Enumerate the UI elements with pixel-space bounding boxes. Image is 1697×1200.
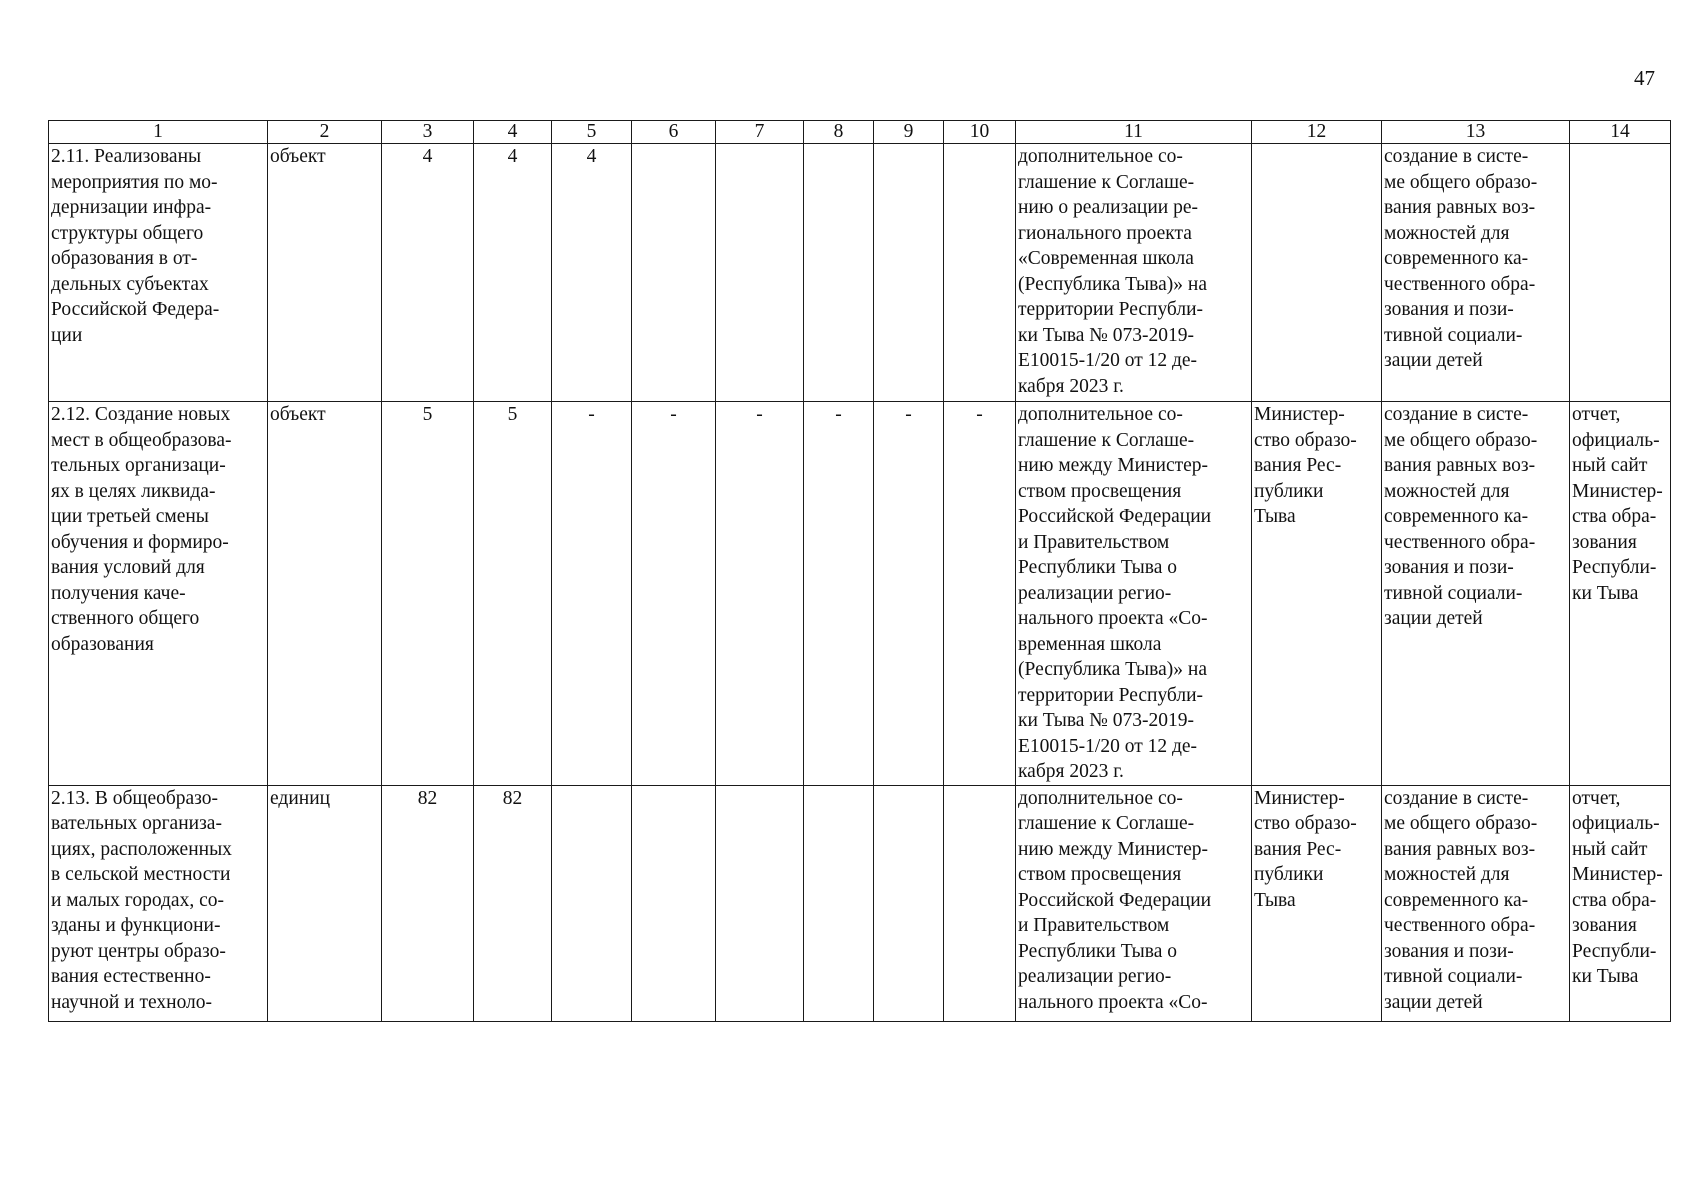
- table-row: [49, 785, 1671, 1021]
- value-cell: [874, 785, 944, 1021]
- value-cell: [944, 144, 1016, 402]
- table-row: [49, 144, 1671, 402]
- value-cell: -: [632, 402, 716, 786]
- table-row: [49, 402, 1671, 786]
- document-table: [48, 120, 1671, 1022]
- value-cell: -: [552, 402, 632, 786]
- value-cell: 82: [382, 785, 474, 1021]
- value-cell: -: [874, 402, 944, 786]
- source-cell: [1570, 144, 1671, 402]
- value-cell: 5: [382, 402, 474, 786]
- column-header: 2: [268, 121, 382, 144]
- unit-cell: объект: [268, 144, 382, 402]
- column-header: 14: [1570, 121, 1671, 144]
- value-cell: [716, 144, 804, 402]
- result-cell: создание в систе- ме общего образо- вания равных воз- можностей для современного ка- чественного обра- зования и пози- тивной социали- зации детей: [1382, 785, 1570, 1021]
- value-cell: 4: [474, 144, 552, 402]
- column-header: 12: [1252, 121, 1382, 144]
- unit-cell: объект: [268, 402, 382, 786]
- column-header: 5: [552, 121, 632, 144]
- page-number: 47: [1634, 66, 1655, 90]
- value-cell: 5: [474, 402, 552, 786]
- value-cell: 4: [382, 144, 474, 402]
- value-cell: [552, 785, 632, 1021]
- source-cell: отчет, официаль- ный сайт Министер- ства обра- зования Республи- ки Тыва: [1570, 785, 1671, 1021]
- agreement-cell: дополнительное со- глашение к Соглаше- нию о реализации ре- гионального проекта «Современная школа (Республика Тыва)» на территории Республи- ки Тыва № 073-2019- Е10015-1/20 от 12 де- кабря 2023 г.: [1016, 144, 1252, 402]
- column-header: 1: [49, 121, 268, 144]
- value-cell: -: [944, 402, 1016, 786]
- value-cell: [804, 785, 874, 1021]
- column-header: 4: [474, 121, 552, 144]
- value-cell: -: [804, 402, 874, 786]
- responsible-cell: Министер- ство образо- вания Рес- публики Тыва: [1252, 402, 1382, 786]
- table-header-row: [49, 121, 1671, 144]
- value-cell: 4: [552, 144, 632, 402]
- agreement-cell: дополнительное со- глашение к Соглаше- нию между Министер- ством просвещения Российской Федерации и Правительством Республики Тыва о реализации регио- нального проекта «Со-: [1016, 785, 1252, 1021]
- responsible-cell: Министер- ство образо- вания Рес- публики Тыва: [1252, 785, 1382, 1021]
- value-cell: [944, 785, 1016, 1021]
- source-cell: отчет, официаль- ный сайт Министер- ства обра- зования Республи- ки Тыва: [1570, 402, 1671, 786]
- unit-cell: единиц: [268, 785, 382, 1021]
- result-cell: создание в систе- ме общего образо- вания равных воз- можностей для современного ка- чественного обра- зования и пози- тивной социали- зации детей: [1382, 402, 1570, 786]
- agreement-cell: дополнительное со- глашение к Соглаше- нию между Министер- ством просвещения Российской Федерации и Правительством Республики Тыва о реализации регио- нального проекта «Со- временная школа (Республика Тыва)» на территории Республи- ки Тыва № 073-2019- Е10015-1/20 от 12 де- кабря 2023 г.: [1016, 402, 1252, 786]
- value-cell: [632, 144, 716, 402]
- column-header: 7: [716, 121, 804, 144]
- column-header: 3: [382, 121, 474, 144]
- indicator-name-cell: 2.13. В общеобразо- вательных организа- циях, расположенных в сельской местности и малых городах, со- зданы и функциони- руют центры образо- вания естественно- научной и техноло-: [49, 785, 268, 1021]
- column-header: 13: [1382, 121, 1570, 144]
- column-header: 10: [944, 121, 1016, 144]
- value-cell: [716, 785, 804, 1021]
- indicator-name-cell: 2.12. Создание новых мест в общеобразова- тельных организаци- ях в целях ликвида- ции третьей смены обучения и формиро- вания условий для получения каче- ственного общего образования: [49, 402, 268, 786]
- column-header: 6: [632, 121, 716, 144]
- column-header: 8: [804, 121, 874, 144]
- value-cell: -: [716, 402, 804, 786]
- value-cell: [804, 144, 874, 402]
- column-header: 9: [874, 121, 944, 144]
- column-header: 11: [1016, 121, 1252, 144]
- responsible-cell: [1252, 144, 1382, 402]
- result-cell: создание в систе- ме общего образо- вания равных воз- можностей для современного ка- чественного обра- зования и пози- тивной социали- зации детей: [1382, 144, 1570, 402]
- value-cell: [874, 144, 944, 402]
- value-cell: [632, 785, 716, 1021]
- value-cell: 82: [474, 785, 552, 1021]
- indicator-name-cell: 2.11. Реализованы мероприятия по мо- дернизации инфра- структуры общего образования в от- дельных субъектах Российской Федера- ции: [49, 144, 268, 402]
